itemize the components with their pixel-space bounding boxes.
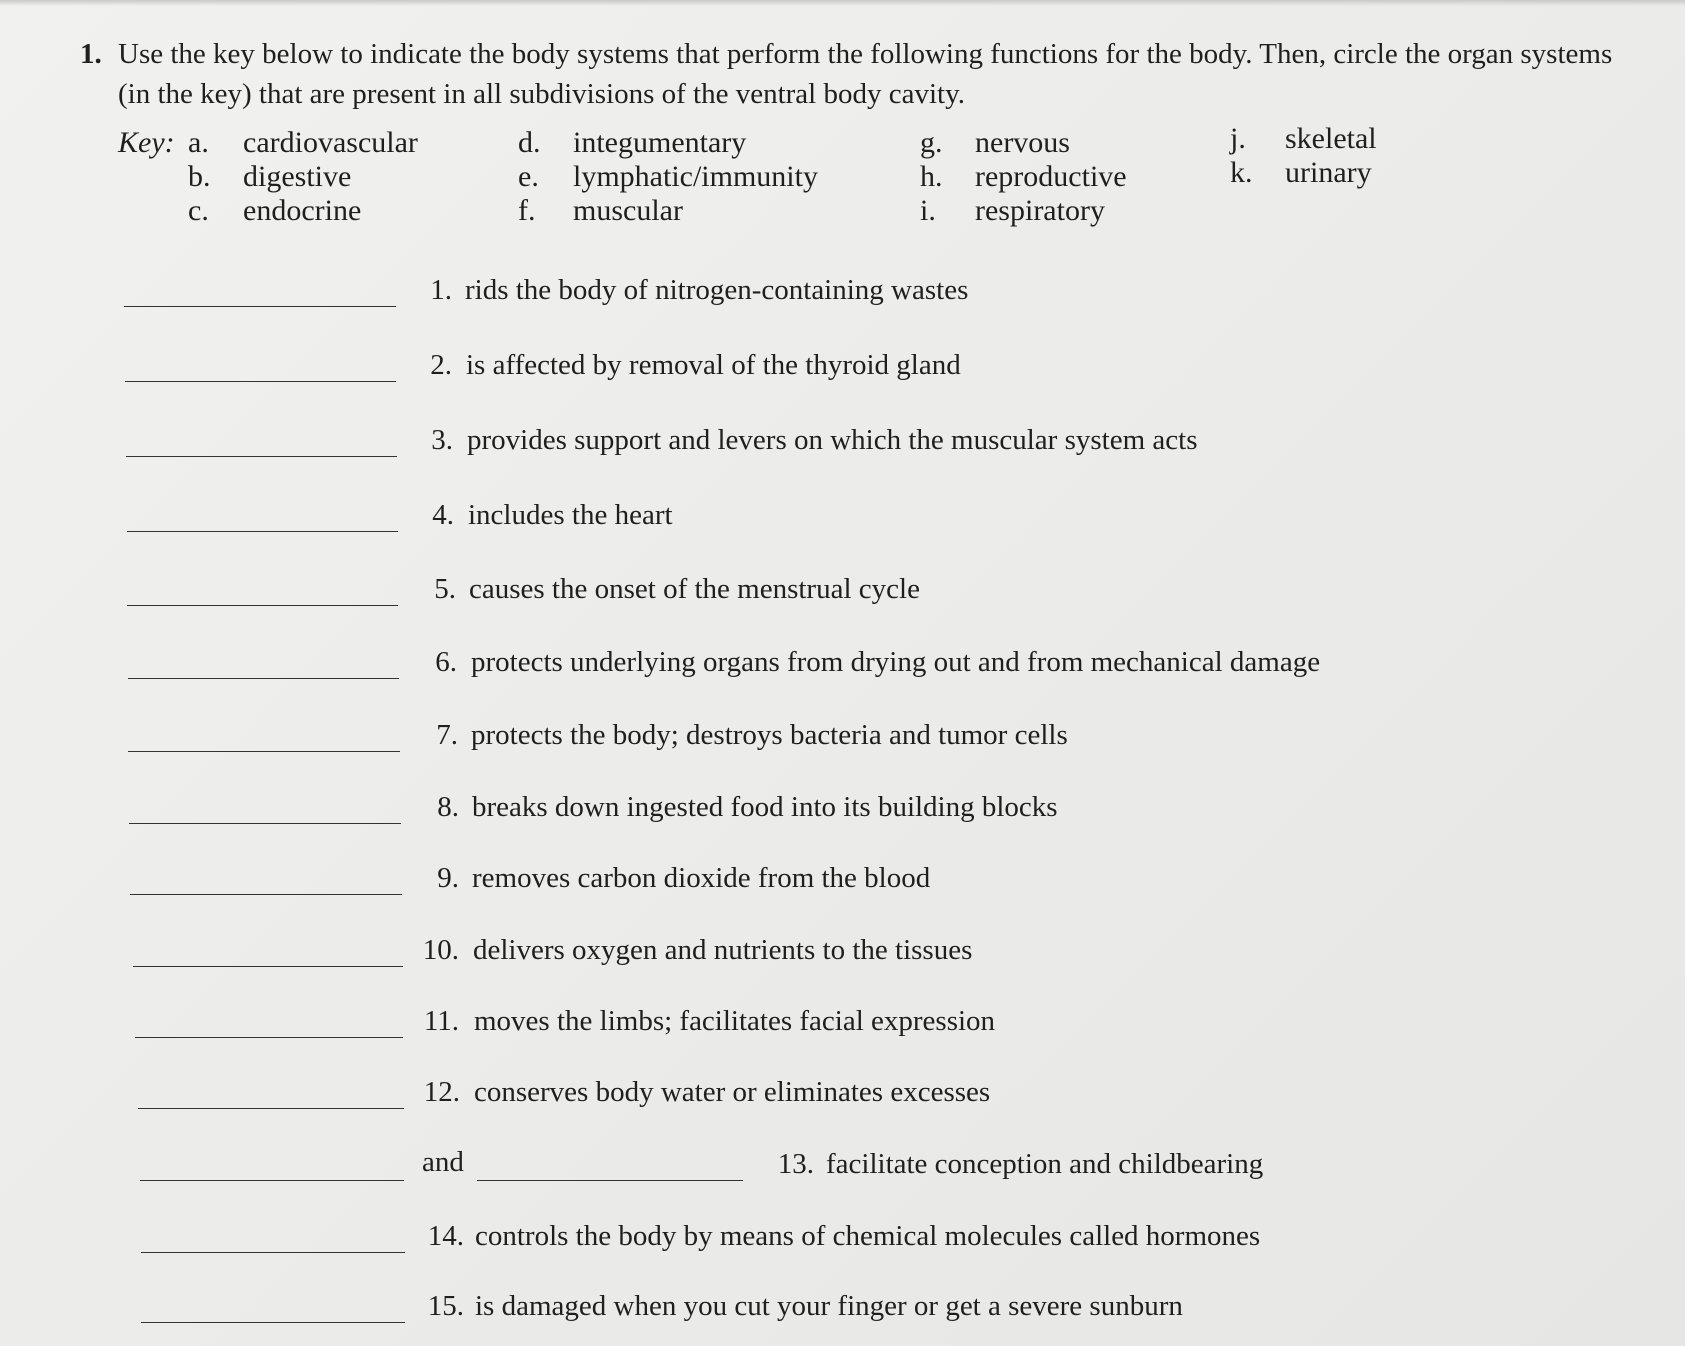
answer-blank[interactable]	[126, 456, 397, 457]
key-item-muscular: f. muscular	[518, 194, 683, 227]
answer-blank-second[interactable]	[477, 1180, 743, 1181]
answer-blank[interactable]	[133, 966, 403, 967]
item-text: moves the limbs; facilitates facial expression	[474, 1005, 996, 1037]
key-item-urinary: k. urinary	[1230, 156, 1372, 189]
list-item	[0, 934, 1685, 978]
item-number: 7.	[436, 719, 458, 751]
list-item	[0, 499, 1685, 543]
item-text: delivers oxygen and nutrients to the tissues	[473, 934, 973, 966]
list-item	[0, 1220, 1685, 1264]
question-number: 1.	[80, 38, 102, 70]
item-number: 2.	[430, 349, 452, 381]
page-top-edge	[0, 0, 1685, 6]
item-number: 12.	[423, 1076, 460, 1108]
answer-blank[interactable]	[124, 306, 396, 307]
answer-blank[interactable]	[128, 678, 399, 679]
key-item-skeletal: j. skeletal	[1230, 122, 1377, 155]
item-text: is damaged when you cut your finger or get a severe sunburn	[475, 1290, 1183, 1322]
question-text: Use the key below to indicate the body systems that perform the following functions for the body. Then, circle the organ systems (in the key) that are present in all subdivisions of the ventral body cavity.	[118, 38, 1613, 110]
key-item-reproductive: h. reproductive	[920, 160, 1127, 193]
list-item	[0, 862, 1685, 906]
item-number: 5.	[434, 573, 456, 605]
list-item	[0, 791, 1685, 835]
item-number: 14.	[427, 1220, 464, 1252]
item-number: 11.	[423, 1005, 459, 1037]
key-label: Key:	[118, 126, 175, 159]
list-item	[0, 1290, 1685, 1334]
item-text: protects underlying organs from drying out and from mechanical damage	[471, 646, 1321, 678]
answer-blank[interactable]	[130, 894, 402, 895]
item-text: protects the body; destroys bacteria and tumor cells	[471, 719, 1068, 751]
list-item	[0, 719, 1685, 763]
answer-blank[interactable]	[141, 1322, 405, 1323]
key-item-nervous: g. nervous	[920, 126, 1070, 159]
list-item	[0, 1148, 1685, 1192]
item-text: facilitate conception and childbearing	[826, 1148, 1264, 1180]
key-item-digestive: b. digestive	[188, 160, 352, 193]
item-number: 6.	[435, 646, 457, 678]
item-text: removes carbon dioxide from the blood	[472, 862, 931, 894]
list-item	[0, 573, 1685, 617]
item-number: 3.	[431, 424, 453, 456]
item-text: provides support and levers on which the muscular system acts	[467, 424, 1198, 456]
answer-blank[interactable]	[141, 1252, 405, 1253]
item-number: 13.	[777, 1148, 814, 1180]
item-number: 9.	[437, 862, 459, 894]
question-prompt	[80, 34, 1640, 114]
list-item	[0, 349, 1685, 393]
and-connector: and	[422, 1146, 464, 1178]
answer-blank[interactable]	[127, 605, 398, 606]
item-text: breaks down ingested food into its building blocks	[472, 791, 1058, 823]
item-number: 1.	[430, 274, 452, 306]
key-item-lymphatic-immunity: e. lymphatic/immunity	[518, 160, 818, 193]
answer-blank[interactable]	[140, 1180, 404, 1181]
answer-blank[interactable]	[125, 381, 396, 382]
key-item-respiratory: i. respiratory	[920, 194, 1105, 227]
answer-blank[interactable]	[127, 531, 398, 532]
list-item	[0, 646, 1685, 690]
key-item-endocrine: c. endocrine	[188, 194, 362, 227]
item-number: 4.	[432, 499, 454, 531]
answer-blank[interactable]	[129, 823, 401, 824]
list-item	[0, 1005, 1685, 1049]
answer-blank[interactable]	[135, 1037, 403, 1038]
list-item	[0, 424, 1685, 468]
key-item-integumentary: d. integumentary	[518, 126, 747, 159]
answer-blank[interactable]	[128, 751, 400, 752]
item-text: rids the body of nitrogen-containing wastes	[465, 274, 969, 306]
item-number: 8.	[437, 791, 459, 823]
list-item	[0, 1076, 1685, 1120]
item-number: 10.	[422, 934, 459, 966]
list-item	[0, 274, 1685, 318]
answer-blank[interactable]	[138, 1108, 404, 1109]
item-text: conserves body water or eliminates excesses	[474, 1076, 991, 1108]
key-item-cardiovascular: a. cardiovascular	[188, 126, 418, 159]
item-text: causes the onset of the menstrual cycle	[469, 573, 920, 605]
item-text: is affected by removal of the thyroid gland	[466, 349, 961, 381]
item-text: controls the body by means of chemical molecules called hormones	[475, 1220, 1261, 1252]
item-text: includes the heart	[468, 499, 673, 531]
item-number: 15.	[427, 1290, 464, 1322]
